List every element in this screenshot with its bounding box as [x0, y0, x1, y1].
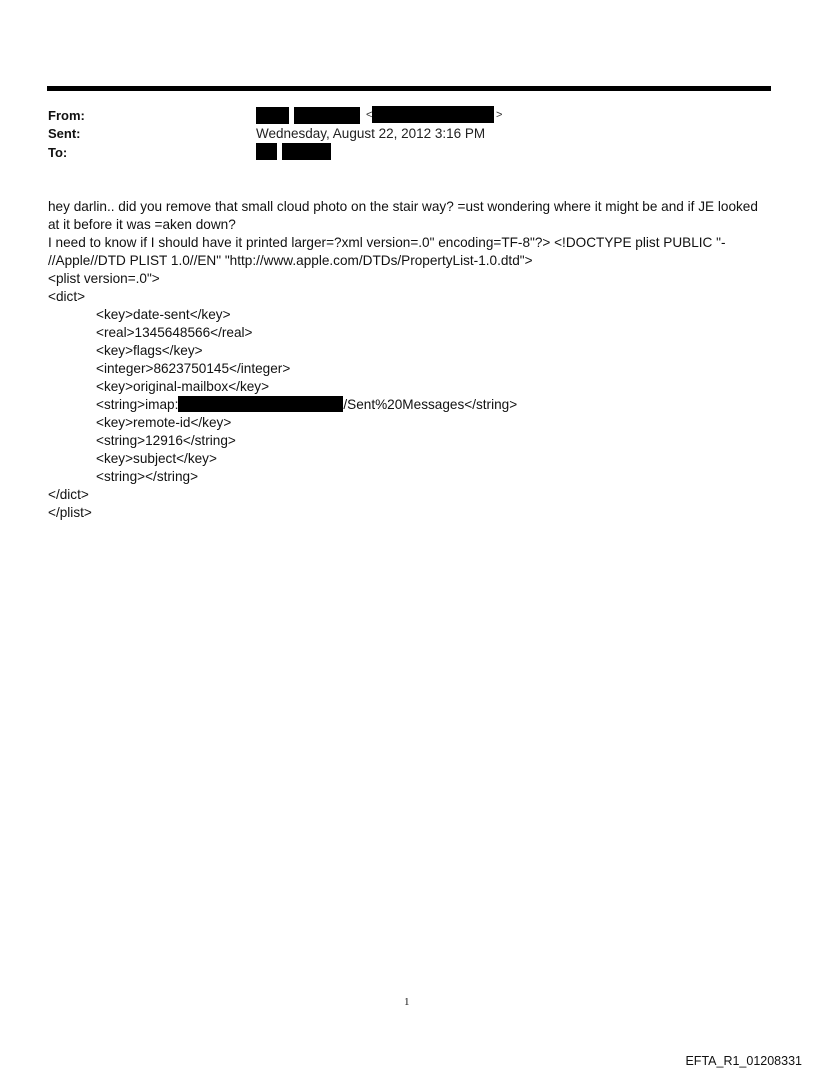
bates-number: EFTA_R1_01208331	[685, 1054, 802, 1068]
mailbox-prefix: <string>imap:	[96, 397, 179, 412]
body-line: <key>subject</key>	[96, 451, 217, 466]
body-line: <string>12916</string>	[96, 433, 236, 448]
to-label: To:	[48, 145, 68, 160]
mailbox-suffix: /Sent%20Messages</string>	[343, 397, 518, 412]
body-line: <key>flags</key>	[96, 343, 203, 358]
body-line: <key>original-mailbox</key>	[96, 379, 270, 394]
sent-date: Wednesday, August 22, 2012 3:16 PM	[256, 126, 486, 141]
body-line: I need to know if I should have it printed larger=?xml version=.0" encoding=TF-8"?> <!DOCTYPE plist PUBLIC "-	[48, 235, 726, 250]
body-line-mailbox	[48, 396, 768, 414]
body-line: <integer>8623750145</integer>	[96, 361, 291, 376]
mailbox-redaction	[178, 396, 343, 412]
from-first-name-redaction	[256, 107, 289, 124]
from-address-redaction	[372, 106, 494, 123]
body-line: <dict>	[48, 289, 86, 304]
from-label: From:	[48, 108, 85, 123]
body-line: <plist version=.0">	[48, 271, 160, 286]
body-line: <string></string>	[96, 469, 199, 484]
body-line: hey darlin.. did you remove that small cloud photo on the stair way? =ust wondering where it might be and if JE looked	[48, 199, 758, 214]
email-body	[48, 198, 768, 522]
to-last-name-redaction	[282, 143, 331, 160]
body-line: <key>date-sent</key>	[96, 307, 231, 322]
header-rule	[47, 86, 771, 91]
from-address-close-bracket: >	[496, 109, 503, 121]
body-line: at it before it was =aken down?	[48, 217, 236, 232]
page-number: 1	[404, 996, 410, 1008]
body-line: </dict>	[48, 487, 89, 502]
from-address-open-bracket: <	[366, 109, 373, 121]
body-line: <key>remote-id</key>	[96, 415, 232, 430]
body-line: </plist>	[48, 505, 92, 520]
sent-label: Sent:	[48, 126, 81, 141]
from-last-name-redaction	[294, 107, 360, 124]
body-line: //Apple//DTD PLIST 1.0//EN" "http://www.apple.com/DTDs/PropertyList-1.0.dtd">	[48, 253, 533, 268]
to-first-name-redaction	[256, 143, 277, 160]
body-line: <real>1345648566</real>	[96, 325, 253, 340]
